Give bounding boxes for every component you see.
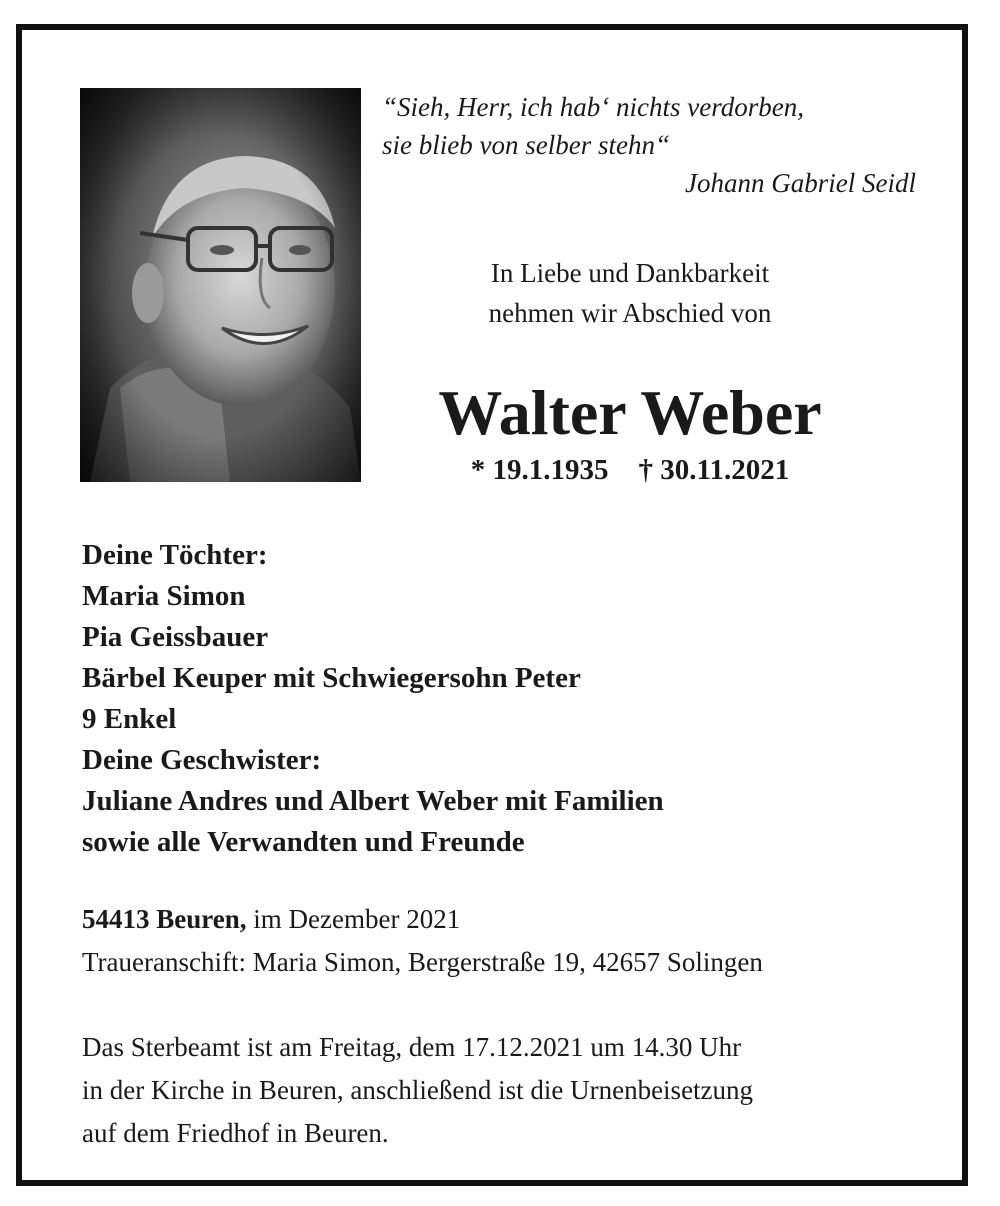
family-list (82, 535, 922, 863)
service-block (82, 1026, 942, 1155)
family-line: 9 Enkel (82, 703, 177, 735)
quote-line-1: “Sieh, Herr, ich hab‘ nichts verdorben, (382, 92, 804, 122)
family-line: Juliane Andres und Albert Weber mit Familien (82, 785, 664, 817)
mourning-address: Traueranschift: Maria Simon, Bergerstraße 19, 42657 Solingen (82, 947, 763, 977)
quote-author: Johann Gabriel Seidl (685, 168, 916, 198)
intro-line-1: In Liebe und Dankbarkeit (490, 258, 770, 288)
portrait-image (80, 88, 361, 482)
family-line: sowie alle Verwandten und Freunde (82, 826, 525, 858)
family-line: Deine Töchter: (82, 539, 268, 571)
family-line: Pia Geissbauer (82, 621, 269, 653)
quote-block (382, 88, 922, 202)
place-town: 54413 Beuren, (82, 904, 247, 934)
family-line: Maria Simon (82, 580, 246, 612)
service-line: in der Kirche in Beuren, anschließend ist die Urnenbeisetzung (82, 1075, 754, 1105)
service-line: Das Sterbeamt ist am Freitag, dem 17.12.2021 um 14.30 Uhr (82, 1032, 742, 1062)
intro-line-2: nehmen wir Abschied von (488, 298, 772, 328)
family-line: Deine Geschwister: (82, 744, 322, 776)
death-date: † 30.11.2021 (638, 454, 790, 486)
portrait-photo (80, 88, 361, 482)
intro-text (400, 253, 860, 333)
life-dates (380, 452, 880, 488)
birth-date: * 19.1.1935 (470, 454, 609, 486)
family-line: Bärbel Keuper mit Schwiegersohn Peter (82, 662, 581, 694)
place-block (82, 898, 942, 984)
place-date-line (82, 898, 942, 941)
deceased-name: Walter Weber (438, 377, 822, 448)
place-date: im Dezember 2021 (253, 904, 461, 934)
quote-line-2: sie blieb von selber stehn“ (382, 130, 670, 160)
service-line: auf dem Friedhof in Beuren. (82, 1118, 389, 1148)
